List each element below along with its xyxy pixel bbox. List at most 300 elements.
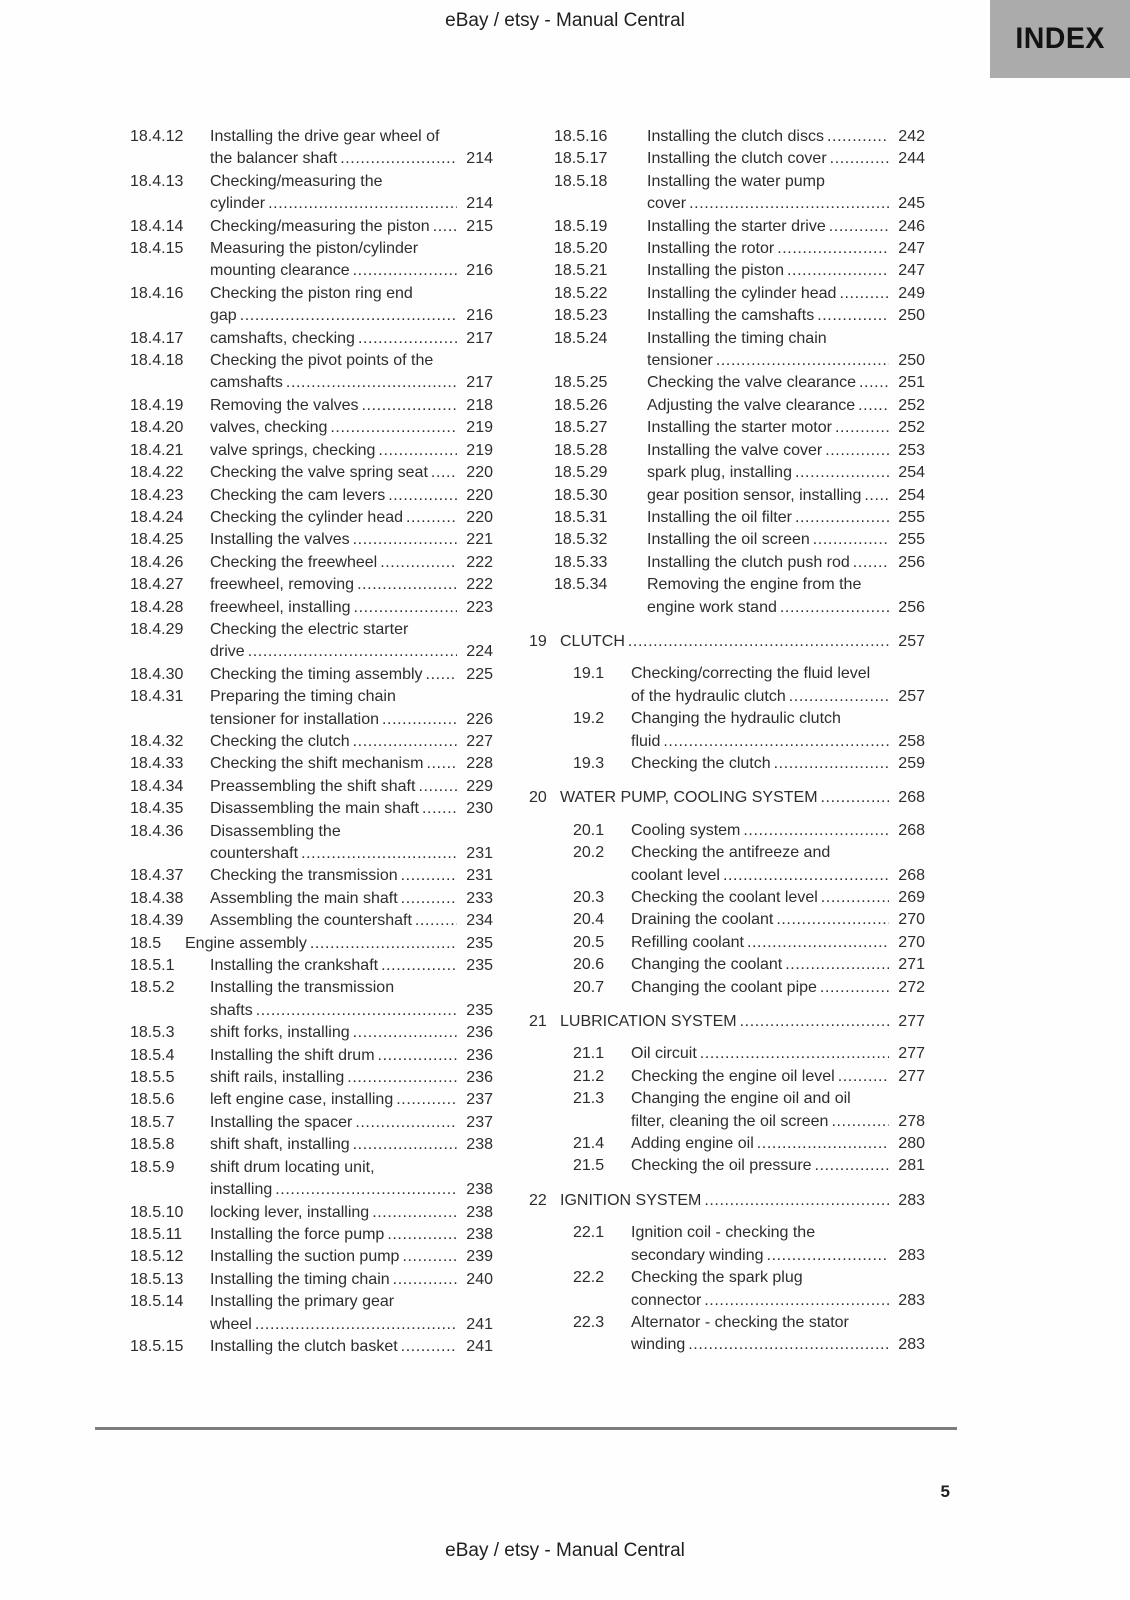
entry-title-line: CLUTCH [560, 632, 625, 650]
entry-title-line: freewheel, removing [210, 576, 355, 594]
toc-entry [130, 955, 493, 977]
toc-entry [130, 395, 493, 417]
entry-title-line: left engine case, installing [210, 1091, 394, 1109]
entry-title-line: Preassembling the shift shaft [210, 777, 416, 795]
page-number: 259 [898, 754, 925, 772]
page-number: 222 [466, 553, 493, 571]
entry-number: 18.5.13 [130, 1270, 184, 1288]
dot-leader [716, 350, 889, 372]
entry-title-line: Disassembling the main shaft [210, 800, 419, 818]
entry-title-line: wheel [210, 1315, 252, 1333]
page-number: 247 [898, 240, 925, 258]
toc-entry [525, 328, 925, 373]
entry-title-line: Checking the clutch [631, 754, 771, 772]
toc-entry [525, 887, 925, 909]
entry-title-line: Checking the coolant level [631, 889, 818, 906]
footer-divider [95, 1427, 957, 1430]
entry-number: 18.4.31 [130, 688, 184, 706]
page-number: 236 [466, 1069, 493, 1087]
entry-number: 18.4.24 [130, 508, 184, 526]
entry-number: 18.5.30 [554, 486, 608, 504]
page-number: 268 [898, 866, 925, 884]
toc-entry [130, 821, 493, 866]
dot-leader [355, 1112, 457, 1134]
entry-title-line: secondary winding [631, 1246, 764, 1264]
toc-entry [525, 305, 925, 327]
entry-title-line: Checking the spark plug [631, 1269, 803, 1287]
entry-number: 18.4.25 [130, 531, 184, 549]
entry-title-line: Checking the electric starter [210, 620, 409, 638]
entry-number: 18.5 [130, 934, 162, 952]
entry-number: 20.6 [573, 956, 605, 974]
dot-leader [780, 597, 889, 619]
dot-leader [353, 529, 457, 551]
entry-title-line: Ignition coil - checking the [631, 1224, 816, 1242]
page-number: 283 [898, 1336, 925, 1354]
entry-number: 18.5.28 [554, 441, 608, 459]
toc-entry [130, 417, 493, 439]
dot-leader [689, 193, 889, 215]
page-number: 281 [898, 1157, 925, 1175]
page-number: 231 [466, 845, 493, 862]
entry-number: 18.5.18 [554, 172, 608, 190]
dot-leader [347, 1067, 457, 1089]
page-number: 253 [898, 441, 925, 459]
entry-title-line: drive [210, 643, 245, 661]
toc-entry [130, 798, 493, 820]
page-number: 219 [466, 419, 493, 437]
page-number: 256 [898, 553, 925, 571]
page-number: 250 [898, 307, 925, 325]
entry-number: 18.5.17 [554, 150, 608, 168]
entry-number: 21.3 [573, 1090, 605, 1108]
entry-number: 21.1 [573, 1045, 605, 1063]
page-number: 222 [466, 576, 493, 594]
entry-title-line: Removing the engine from the [647, 576, 862, 594]
entry-title-line: filter, cleaning the oil screen [631, 1112, 829, 1130]
entry-number: 18.5.9 [130, 1158, 175, 1176]
page-number: 272 [898, 978, 925, 996]
toc-entry [525, 126, 925, 148]
entry-number: 18.4.19 [130, 396, 184, 414]
toc-entry [130, 619, 493, 664]
dot-leader [704, 1190, 889, 1212]
entry-title-line: Checking the valve clearance [647, 374, 857, 392]
entry-title-line: Installing the valve cover [647, 441, 823, 459]
toc-entry [130, 485, 493, 507]
page-number: 224 [466, 643, 493, 661]
dot-leader [402, 1246, 457, 1268]
page-number: 219 [466, 441, 493, 459]
entry-number: 18.4.12 [130, 128, 184, 145]
toc-entry [525, 1312, 925, 1357]
entry-number: 18.4.26 [130, 553, 184, 571]
page-number: 239 [466, 1248, 493, 1266]
toc-entry [130, 1157, 493, 1202]
toc-entry [525, 663, 925, 708]
entry-title-line: Installing the spacer [210, 1113, 353, 1131]
entry-number: 18.4.34 [130, 777, 184, 795]
page-number: 223 [466, 598, 493, 616]
toc-entry [525, 1267, 925, 1312]
dot-leader [393, 1269, 457, 1291]
entry-number: 18.4.23 [130, 486, 184, 504]
entry-number: 18.4.33 [130, 755, 184, 773]
page-number: 251 [898, 374, 925, 392]
toc-entry [525, 1066, 925, 1088]
entry-title-line: connector [631, 1291, 702, 1309]
page-number: 254 [898, 486, 925, 504]
page-number: 280 [898, 1135, 925, 1153]
dot-leader [372, 1202, 457, 1224]
dot-leader [301, 843, 457, 865]
toc-entry [525, 574, 925, 619]
entry-title-line: cover [647, 195, 687, 213]
page-number: 227 [466, 732, 493, 750]
dot-leader [353, 1022, 457, 1044]
dot-leader [357, 574, 457, 596]
toc-entry [525, 753, 925, 775]
entry-title-line: Preparing the timing chain [210, 688, 396, 706]
entry-title-line: engine work stand [647, 598, 777, 616]
dot-leader [825, 440, 889, 462]
entry-title-line: Installing the oil filter [647, 508, 792, 526]
entry-number: 20.4 [573, 911, 605, 929]
toc-entry [130, 933, 493, 955]
entry-title-line: Draining the coolant [631, 911, 774, 929]
entry-number: 18.5.31 [554, 508, 608, 526]
page-number: 226 [466, 710, 493, 728]
dot-leader [795, 507, 889, 529]
dot-leader [700, 1043, 889, 1065]
entry-title-line: valve springs, checking [210, 441, 376, 459]
entry-title-line: Measuring the piston/cylinder [210, 240, 419, 258]
page-number: 247 [898, 262, 925, 280]
entry-number: 18.5.1 [130, 957, 175, 975]
entry-title-line: Installing the rotor [647, 240, 775, 258]
entry-title-line: installing [210, 1181, 273, 1199]
entry-title-line: Installing the water pump [647, 172, 825, 190]
entry-number: 20.3 [573, 889, 605, 906]
entry-number: 19.2 [573, 710, 605, 728]
entry-title-line: Changing the engine oil and oil [631, 1090, 851, 1108]
entry-number: 18.4.21 [130, 441, 184, 459]
page-number: 238 [466, 1136, 493, 1154]
entry-title-line: WATER PUMP, COOLING SYSTEM [560, 789, 818, 807]
toc-entry [525, 1043, 925, 1065]
toc-entry [525, 283, 925, 305]
toc-entry [525, 171, 925, 216]
entry-title-line: cylinder [210, 195, 266, 213]
dot-leader [835, 417, 889, 439]
entry-title-line: shift drum locating unit, [210, 1158, 375, 1176]
page-number: 217 [466, 374, 493, 392]
dot-leader [396, 1089, 457, 1111]
entry-number: 18.5.25 [554, 374, 608, 392]
toc-entry [525, 148, 925, 170]
dot-leader [829, 216, 889, 238]
entry-number: 22.2 [573, 1269, 605, 1287]
toc-entry [130, 328, 493, 350]
dot-leader [743, 820, 889, 842]
entry-title-line: gap [210, 307, 237, 325]
entry-title-line: Checking the freewheel [210, 553, 378, 571]
entry-title-line: Installing the timing chain [647, 329, 827, 347]
entry-number: 18.4.32 [130, 732, 184, 750]
toc-entry [130, 283, 493, 328]
entry-number: 18.4.28 [130, 598, 184, 616]
entry-title-line: Checking the shift mechanism [210, 755, 424, 773]
toc-entry [525, 216, 925, 238]
entry-title-line: Installing the camshafts [647, 307, 815, 325]
page-number: 234 [466, 912, 493, 930]
dot-leader [248, 641, 457, 663]
page-number: 215 [466, 217, 493, 235]
entry-number: 18.5.24 [554, 329, 608, 347]
toc-right-column [525, 126, 925, 1357]
entry-title-line: Installing the shift drum [210, 1046, 375, 1064]
entry-number: 18.5.14 [130, 1293, 184, 1311]
dot-leader [240, 305, 457, 327]
entry-number: 21.2 [573, 1067, 605, 1085]
page-number: 220 [466, 508, 493, 526]
entry-number: 22.3 [573, 1313, 605, 1331]
dot-leader [704, 1290, 889, 1312]
dot-leader [378, 440, 457, 462]
entry-title-line: locking lever, installing [210, 1203, 370, 1221]
dot-leader [858, 395, 889, 417]
entry-title-line: tensioner for installation [210, 710, 379, 728]
dot-leader [820, 977, 889, 999]
toc-entry [130, 126, 493, 171]
entry-number: 18.5.6 [130, 1091, 175, 1109]
page-number: 242 [898, 128, 925, 145]
entry-title-line: Installing the cylinder head [647, 284, 837, 302]
page-number: 240 [466, 1270, 493, 1288]
entry-number: 18.4.18 [130, 352, 184, 370]
toc-entry [130, 1291, 493, 1336]
dot-leader [406, 507, 457, 529]
page-number: 216 [466, 307, 493, 325]
page-number: 238 [466, 1225, 493, 1243]
entry-number: 20 [529, 789, 547, 807]
dot-leader [422, 798, 457, 820]
dot-leader [853, 552, 889, 574]
toc-entry [525, 932, 925, 954]
entry-title-line: Checking the piston ring end [210, 284, 413, 302]
page-number: 235 [466, 934, 493, 952]
page-number: 283 [898, 1191, 925, 1209]
entry-title-line: Installing the piston [647, 262, 784, 280]
toc-entry [525, 507, 925, 529]
page-number: 252 [898, 396, 925, 414]
dot-leader [628, 631, 889, 653]
entry-number: 18.4.17 [130, 329, 184, 347]
entry-number: 18.4.36 [130, 822, 184, 840]
entry-title-line: Alternator - checking the stator [631, 1313, 849, 1331]
toc-entry [525, 1133, 925, 1155]
entry-number: 18.5.16 [554, 128, 608, 145]
dot-leader [838, 1066, 889, 1088]
toc-entry [130, 1134, 493, 1156]
toc-entry [525, 372, 925, 394]
page-number: 270 [898, 933, 925, 951]
page-number: 256 [898, 598, 925, 616]
toc-left-column [130, 126, 493, 1358]
toc-entry [130, 753, 493, 775]
page-number: 214 [466, 150, 493, 168]
entry-title-line: Installing the timing chain [210, 1270, 390, 1288]
toc-entry [525, 1088, 925, 1133]
dot-leader [433, 216, 457, 238]
entry-number: 18.5.33 [554, 553, 608, 571]
toc-entry [130, 910, 493, 932]
entry-title-line: Installing the oil screen [647, 531, 810, 549]
entry-number: 19 [529, 632, 547, 650]
dot-leader [387, 1224, 457, 1246]
page-number: 233 [466, 889, 493, 907]
dot-leader [354, 597, 457, 619]
toc-entry [130, 731, 493, 753]
toc-entry [130, 440, 493, 462]
entry-number: 18.5.15 [130, 1337, 184, 1355]
dot-leader [401, 865, 457, 887]
page-number: 250 [898, 352, 925, 370]
dot-leader [787, 260, 889, 282]
page-footer-title: eBay / etsy - Manual Central [445, 1540, 685, 1561]
page-number: 218 [466, 396, 493, 414]
toc-entry [130, 1089, 493, 1111]
toc-entry [130, 1022, 493, 1044]
entry-title-line: Installing the transmission [210, 979, 395, 997]
toc-entry [130, 664, 493, 686]
page-number: 257 [898, 687, 925, 705]
dot-leader [795, 462, 889, 484]
toc-entry [130, 1112, 493, 1134]
entry-title-line: Checking/measuring the piston [210, 217, 430, 235]
entry-number: 21 [529, 1013, 547, 1031]
dot-leader [864, 485, 889, 507]
toc-entry [130, 462, 493, 484]
page-number: 277 [898, 1045, 925, 1063]
page-number: 214 [466, 195, 493, 213]
entry-title-line: Checking the oil pressure [631, 1157, 812, 1175]
entry-title-line: winding [631, 1336, 686, 1354]
page-number: 271 [898, 956, 925, 974]
entry-title-line: the balancer shaft [210, 150, 338, 168]
entry-title-line: Installing the starter motor [647, 419, 832, 437]
entry-title-line: Checking/correcting the fluid level [631, 665, 871, 683]
index-tab-label: INDEX [1015, 22, 1105, 55]
dot-leader [382, 709, 457, 731]
page-number: 269 [898, 889, 925, 906]
page-number: 216 [466, 262, 493, 280]
dot-leader [353, 731, 457, 753]
toc-entry [130, 350, 493, 395]
entry-number: 20.5 [573, 933, 605, 951]
entry-title-line: camshafts, checking [210, 329, 355, 347]
entry-number: 21.4 [573, 1135, 605, 1153]
entry-title-line: Checking the antifreeze and [631, 844, 831, 862]
entry-title-line: shift forks, installing [210, 1024, 350, 1042]
entry-title-line: Removing the valves [210, 396, 359, 414]
dot-leader [415, 910, 457, 932]
entry-number: 20.1 [573, 821, 605, 839]
toc-entry [525, 954, 925, 976]
dot-leader [827, 126, 889, 148]
page-number: 277 [898, 1013, 925, 1031]
toc-entry [525, 977, 925, 999]
entry-number: 18.5.2 [130, 979, 175, 997]
page-header-title: eBay / etsy - Manual Central [445, 10, 685, 31]
dot-leader [757, 1133, 889, 1155]
dot-leader [723, 865, 889, 887]
entry-title-line: Installing the clutch discs [647, 128, 824, 145]
dot-leader [401, 888, 457, 910]
entry-title-line: fluid [631, 732, 661, 750]
entry-title-line: Checking the cylinder head [210, 508, 404, 526]
page-number: 237 [466, 1113, 493, 1131]
page-number: 229 [466, 777, 493, 795]
entry-title-line: IGNITION SYSTEM [560, 1191, 702, 1209]
page-number: 221 [466, 531, 493, 549]
page-number: 252 [898, 419, 925, 437]
toc-entry [130, 1045, 493, 1067]
toc-entry [525, 631, 925, 653]
toc-entry [130, 1224, 493, 1246]
page-number: 283 [898, 1246, 925, 1264]
dot-leader [378, 1045, 457, 1067]
toc-entry [525, 1222, 925, 1267]
dot-leader [268, 193, 457, 215]
entry-number: 18.4.22 [130, 464, 184, 482]
entry-number: 18.4.30 [130, 665, 184, 683]
entry-title-line: Installing the crankshaft [210, 957, 379, 975]
dot-leader [830, 148, 889, 170]
dot-leader [815, 1155, 889, 1177]
page-number: 235 [466, 1001, 493, 1019]
page-number: 230 [466, 800, 493, 818]
toc-entry [525, 552, 925, 574]
entry-title-line: shift rails, installing [210, 1069, 345, 1087]
dot-leader [426, 753, 457, 775]
entry-title-line: Checking the pivot points of the [210, 352, 434, 370]
toc-entry [130, 888, 493, 910]
dot-leader [340, 148, 457, 170]
page-number: 238 [466, 1203, 493, 1221]
page-number: 236 [466, 1024, 493, 1042]
dot-leader [813, 529, 889, 551]
page-number: 235 [466, 957, 493, 975]
toc-entry [130, 507, 493, 529]
entry-number: 18.4.13 [130, 172, 184, 190]
page-number: 245 [898, 195, 925, 213]
page-number: 255 [898, 508, 925, 526]
dot-leader [381, 955, 457, 977]
toc-entry [525, 1155, 925, 1177]
entry-number: 18.4.35 [130, 800, 184, 818]
entry-number: 18.5.8 [130, 1136, 175, 1154]
toc-entry [130, 552, 493, 574]
page-number: 225 [466, 665, 493, 683]
entry-number: 18.5.20 [554, 240, 608, 258]
dot-leader [388, 485, 457, 507]
entry-number: 18.4.20 [130, 419, 184, 437]
footer-page-number: 5 [940, 1482, 950, 1501]
entry-number: 21.5 [573, 1157, 605, 1175]
dot-leader [330, 417, 457, 439]
entry-title-line: LUBRICATION SYSTEM [560, 1013, 737, 1031]
